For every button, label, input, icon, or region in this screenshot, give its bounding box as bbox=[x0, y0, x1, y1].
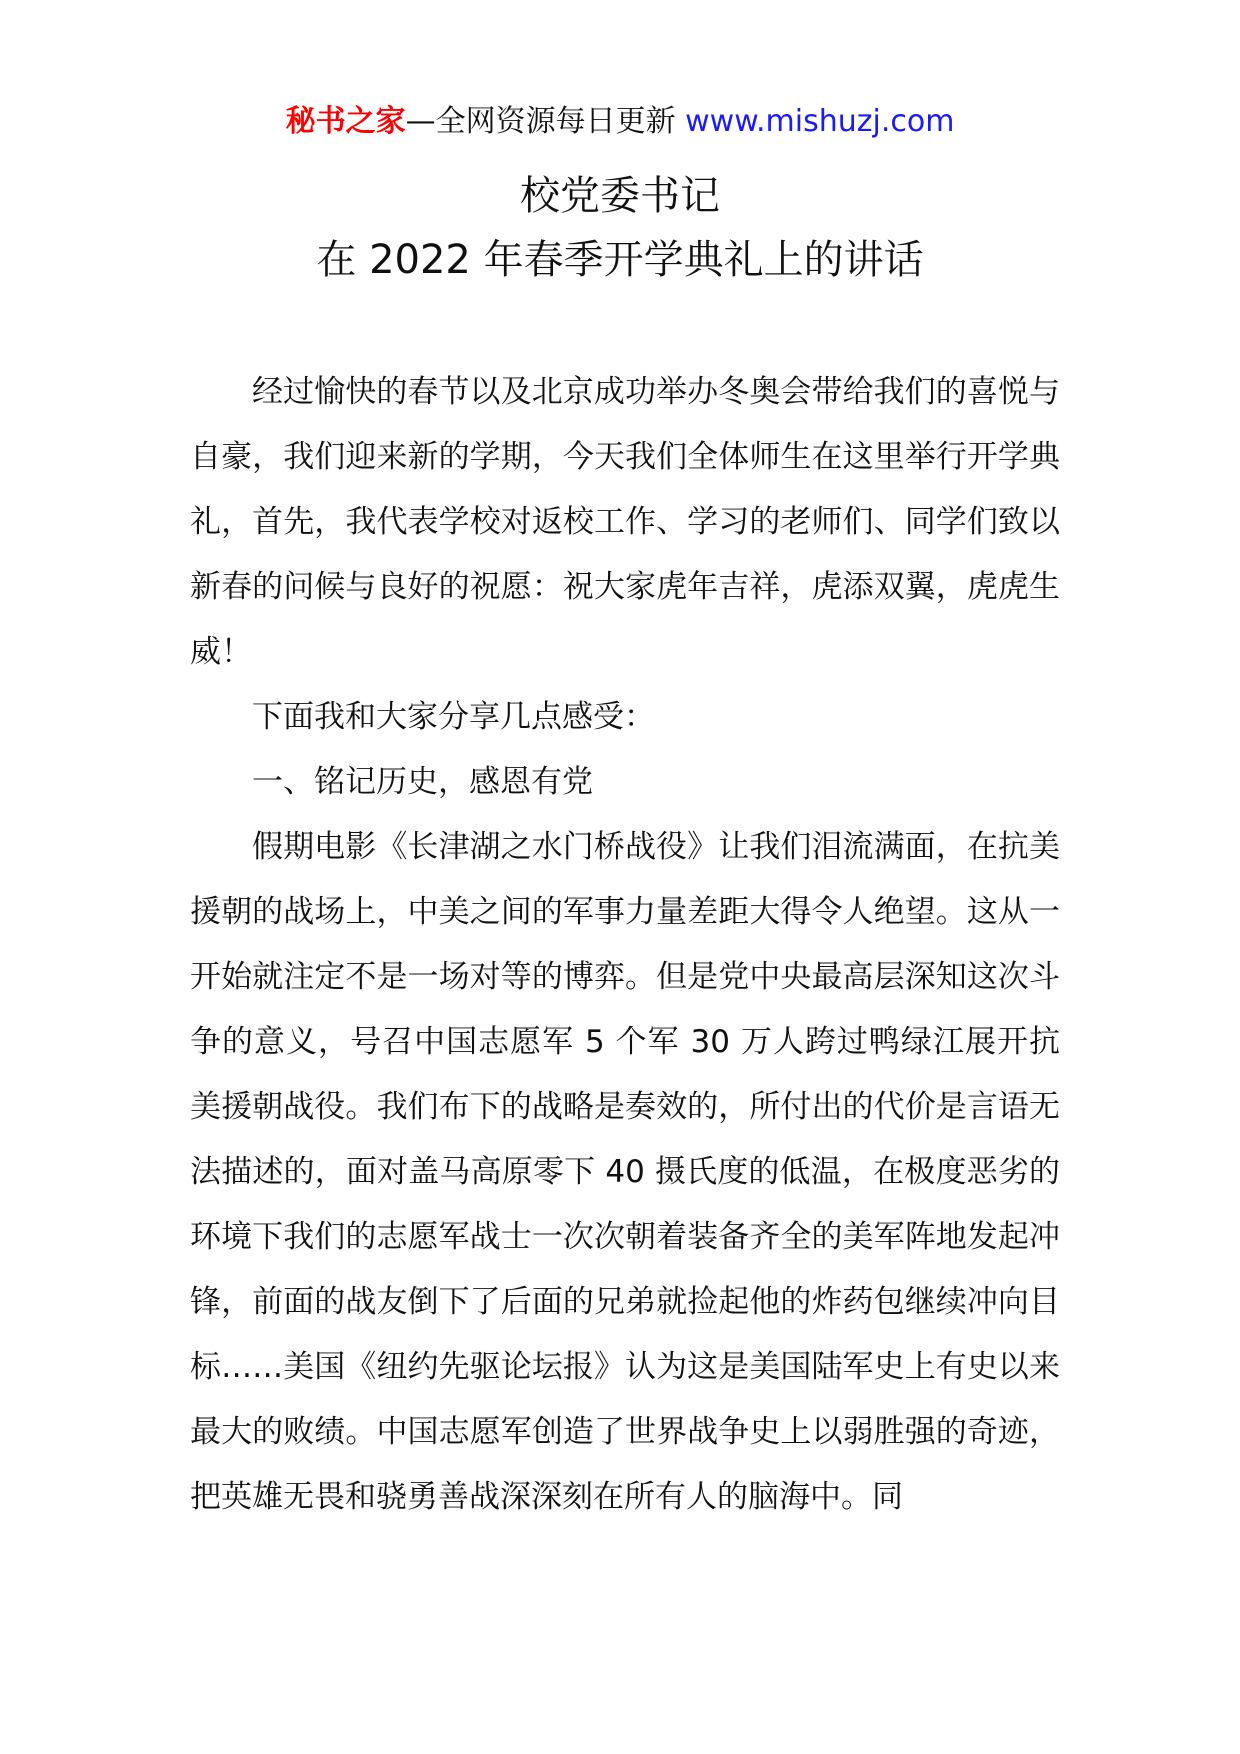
brand-name: 秘书之家 bbox=[285, 104, 406, 139]
document-title-line2: 在 2022 年春季开学典礼上的讲话 bbox=[316, 237, 924, 283]
paragraph: 假期电影《长津湖之水门桥战役》让我们泪流满面，在抗美援朝的战场上，中美之间的军事力量差距大得令人绝望。这从一开始就注定不是一场对等的博弈。但是党中央最高层深知这次斗争的意义，号召中国志愿军 5 个军 30 万人跨过鸭绿江展开抗美援朝战役。我们布下的战略是奏效的，所付出的代价是言语无法描述的，面对盖马高原零下 40 摄氏度的低温，在极度恶劣的环境下我们的志愿军战士一次次朝着装备齐全的美军阵地发起冲锋，前面的战友倒下了后面的兄弟就捡起他的炸药包继续冲向目标……美国《纽约先驱论坛报》认为这是美国陆军史上有史以来最大的败绩。中国志愿军创造了世界战争史上以弱胜强的奇迹，把英雄无畏和骁勇善战深深刻在所有人的脑海中。同 bbox=[190, 829, 1060, 1515]
section-heading: 一、铭记历史，感恩有党 bbox=[252, 764, 593, 800]
paragraph: 经过愉快的春节以及北京成功举办冬奥会带给我们的喜悦与自豪，我们迎来新的学期，今天我们全体师生在这里举行开学典礼，首先，我代表学校对返校工作、学习的老师们、同学们致以新春的问候与良好的祝愿：祝大家虎年吉祥，虎添双翼，虎虎生威！ bbox=[190, 374, 1060, 670]
site-url-link[interactable]: www.mishuzj.com bbox=[685, 104, 955, 139]
site-header bbox=[0, 100, 1240, 144]
header-tagline: —全网资源每日更新 bbox=[405, 104, 686, 139]
paragraph: 下面我和大家分享几点感受： bbox=[252, 699, 655, 735]
document-body bbox=[190, 360, 1060, 1530]
document-title-line1: 校党委书记 bbox=[520, 173, 720, 219]
